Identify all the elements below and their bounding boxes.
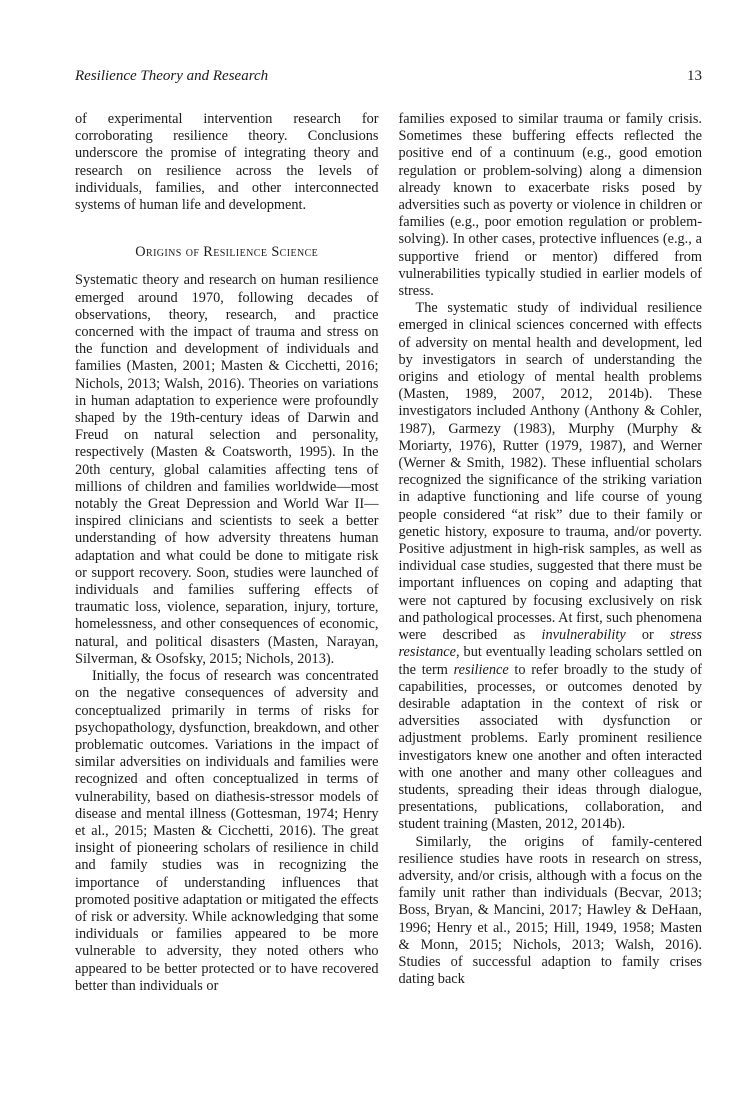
paragraph-families-exposed: families exposed to similar trauma or family crisis. Sometimes these buffering effects reflected the positive end of a continuum (e.g., good emotion regulation or problem-solving) along a dimension already known to exacerbate risks posed by adversities such as poverty or violence in children or families (e.g., poor emotion regulation or problem-solving). In other cases, protective influences (e.g., a supportive friend or mentor) differed from vulnerabilities typically studied in earlier models of stress. (398, 111, 702, 300)
text-segment: , but eventually leading scholars settled on the term (398, 644, 702, 678)
text-segment: to refer broadly to the study of capabilities, processes, or outcomes denoted by desirable adaptation in the context of risk or adversities associated with dysfunction or adjustment problems. Early prominent resilience investigators knew one another and often interacted with one another and many other colleagues and students, spreading their ideas through dialogue, presentations, publications, collaboration, and student training (Masten, 2012, 2014b). (398, 661, 702, 833)
right-column (399, 111, 703, 995)
page-header (75, 68, 702, 84)
section-heading: Origins of Resilience Science (135, 244, 319, 261)
italic-term-resilience: resilience (453, 661, 509, 678)
text-columns (75, 111, 702, 995)
italic-term-stress-resistance: stress resistance (398, 627, 702, 661)
running-head-title: Resilience Theory and Research (75, 68, 269, 84)
page-number: 13 (687, 68, 702, 84)
paragraph-similarly-family: Similarly, the origins of family-centered resilience studies have roots in research on stress, adversity, and/or crisis, although with a focus on the family unit rather than individuals (Becvar, 2013; Boss, Bryan, & Mancini, 2017; Hawley & DeHaan, 1996; Henry et al., 2015; Hill, 1949, 1958; Masten & Monn, 2015; Nichols, 2013; Walsh, 2016). Studies of successful adaption to family crises dating back (398, 833, 702, 988)
paragraph-initially-focus: Initially, the focus of research was concentrated on the negative consequences of adversity and conceptualized primarily in terms of risks for psychopathology, dysfunction, breakdown, and other problematic outcomes. Variations in the impact of similar adversities on individuals and families were recognized and often conceptualized in terms of vulnerability, based on diathesis-stressor models of disease and mental illness (Gottesman, 1974; Henry et al., 2015; Masten & Cicchetti, 2016). The great insight of pioneering scholars of resilience in child and family studies was in recognizing the importance of understanding influences that promoted positive adaptation or mitigated the effects of risk or adversity. While acknowledging that some individuals or families appeared to be more vulnerable to adversity, they noted others who appeared to be better protected or to have recovered better than individuals or (75, 668, 379, 994)
paragraph-continuation: of experimental intervention research for corroborating resilience theory. Conclusions underscore the promise of integrating theory and research on resilience across the levels of individuals, families, and other interconnected systems of human life and development. (75, 111, 379, 214)
text-segment: The systematic study of individual resilience emerged in clinical sciences concerned with effects of adversity on mental health and development, led by investigators in search of understanding the origins and etiology of mental health problems (Masten, 1989, 2007, 2012, 2014b). These investigators included Anthony (Anthony & Cohler, 1987), Garmezy (1983), Murphy (Murphy & Moriarty, 1976), Rutter (1979, 1987), and Werner (Werner & Smith, 1982). These influential scholars recognized the significance of the striking variation in adaptive functioning and life course of young people considered “at risk” due to their family or genetic history, exposure to trauma, and/or poverty. Positive adjustment in high-risk samples, as well as individual case studies, suggested that there must be important influences on coping and adapting that were not captured by focusing exclusively on risk and pathological processes. At first, such phenomena were described as (398, 300, 702, 644)
paragraph-systematic-origins: Systematic theory and research on human resilience emerged around 1970, following decades of observations, theory, research, and practice concerned with the impact of trauma and stress on the function and development of individuals and families (Masten, 2001; Masten & Cicchetti, 2016; Nichols, 2013; Walsh, 2016). Theories on variations in human adaptation to experience were profoundly shaped by the 19th-century ideas of Darwin and Freud on natural selection and personality, respectively (Masten & Coatsworth, 1995). In the 20th century, global calamities affecting tens of millions of children and families worldwide—most notably the Great Depression and World War II—inspired clinicians and scientists to seek a better understanding of how adversity threatens human adaptation and what could be done to mitigate risk or support recovery. Soon, studies were launched of individuals and families suffering effects of traumatic loss, violence, separation, injury, torture, homelessness, and other consequences of economic, natural, and political disasters (Masten, Narayan, Silverman, & Osofsky, 2015; Nichols, 2013). (75, 272, 379, 667)
paragraph-systematic-study (399, 300, 703, 833)
left-column (75, 111, 379, 995)
italic-term-invulnerability: invulnerability (541, 627, 626, 644)
text-segment: or (625, 627, 670, 644)
